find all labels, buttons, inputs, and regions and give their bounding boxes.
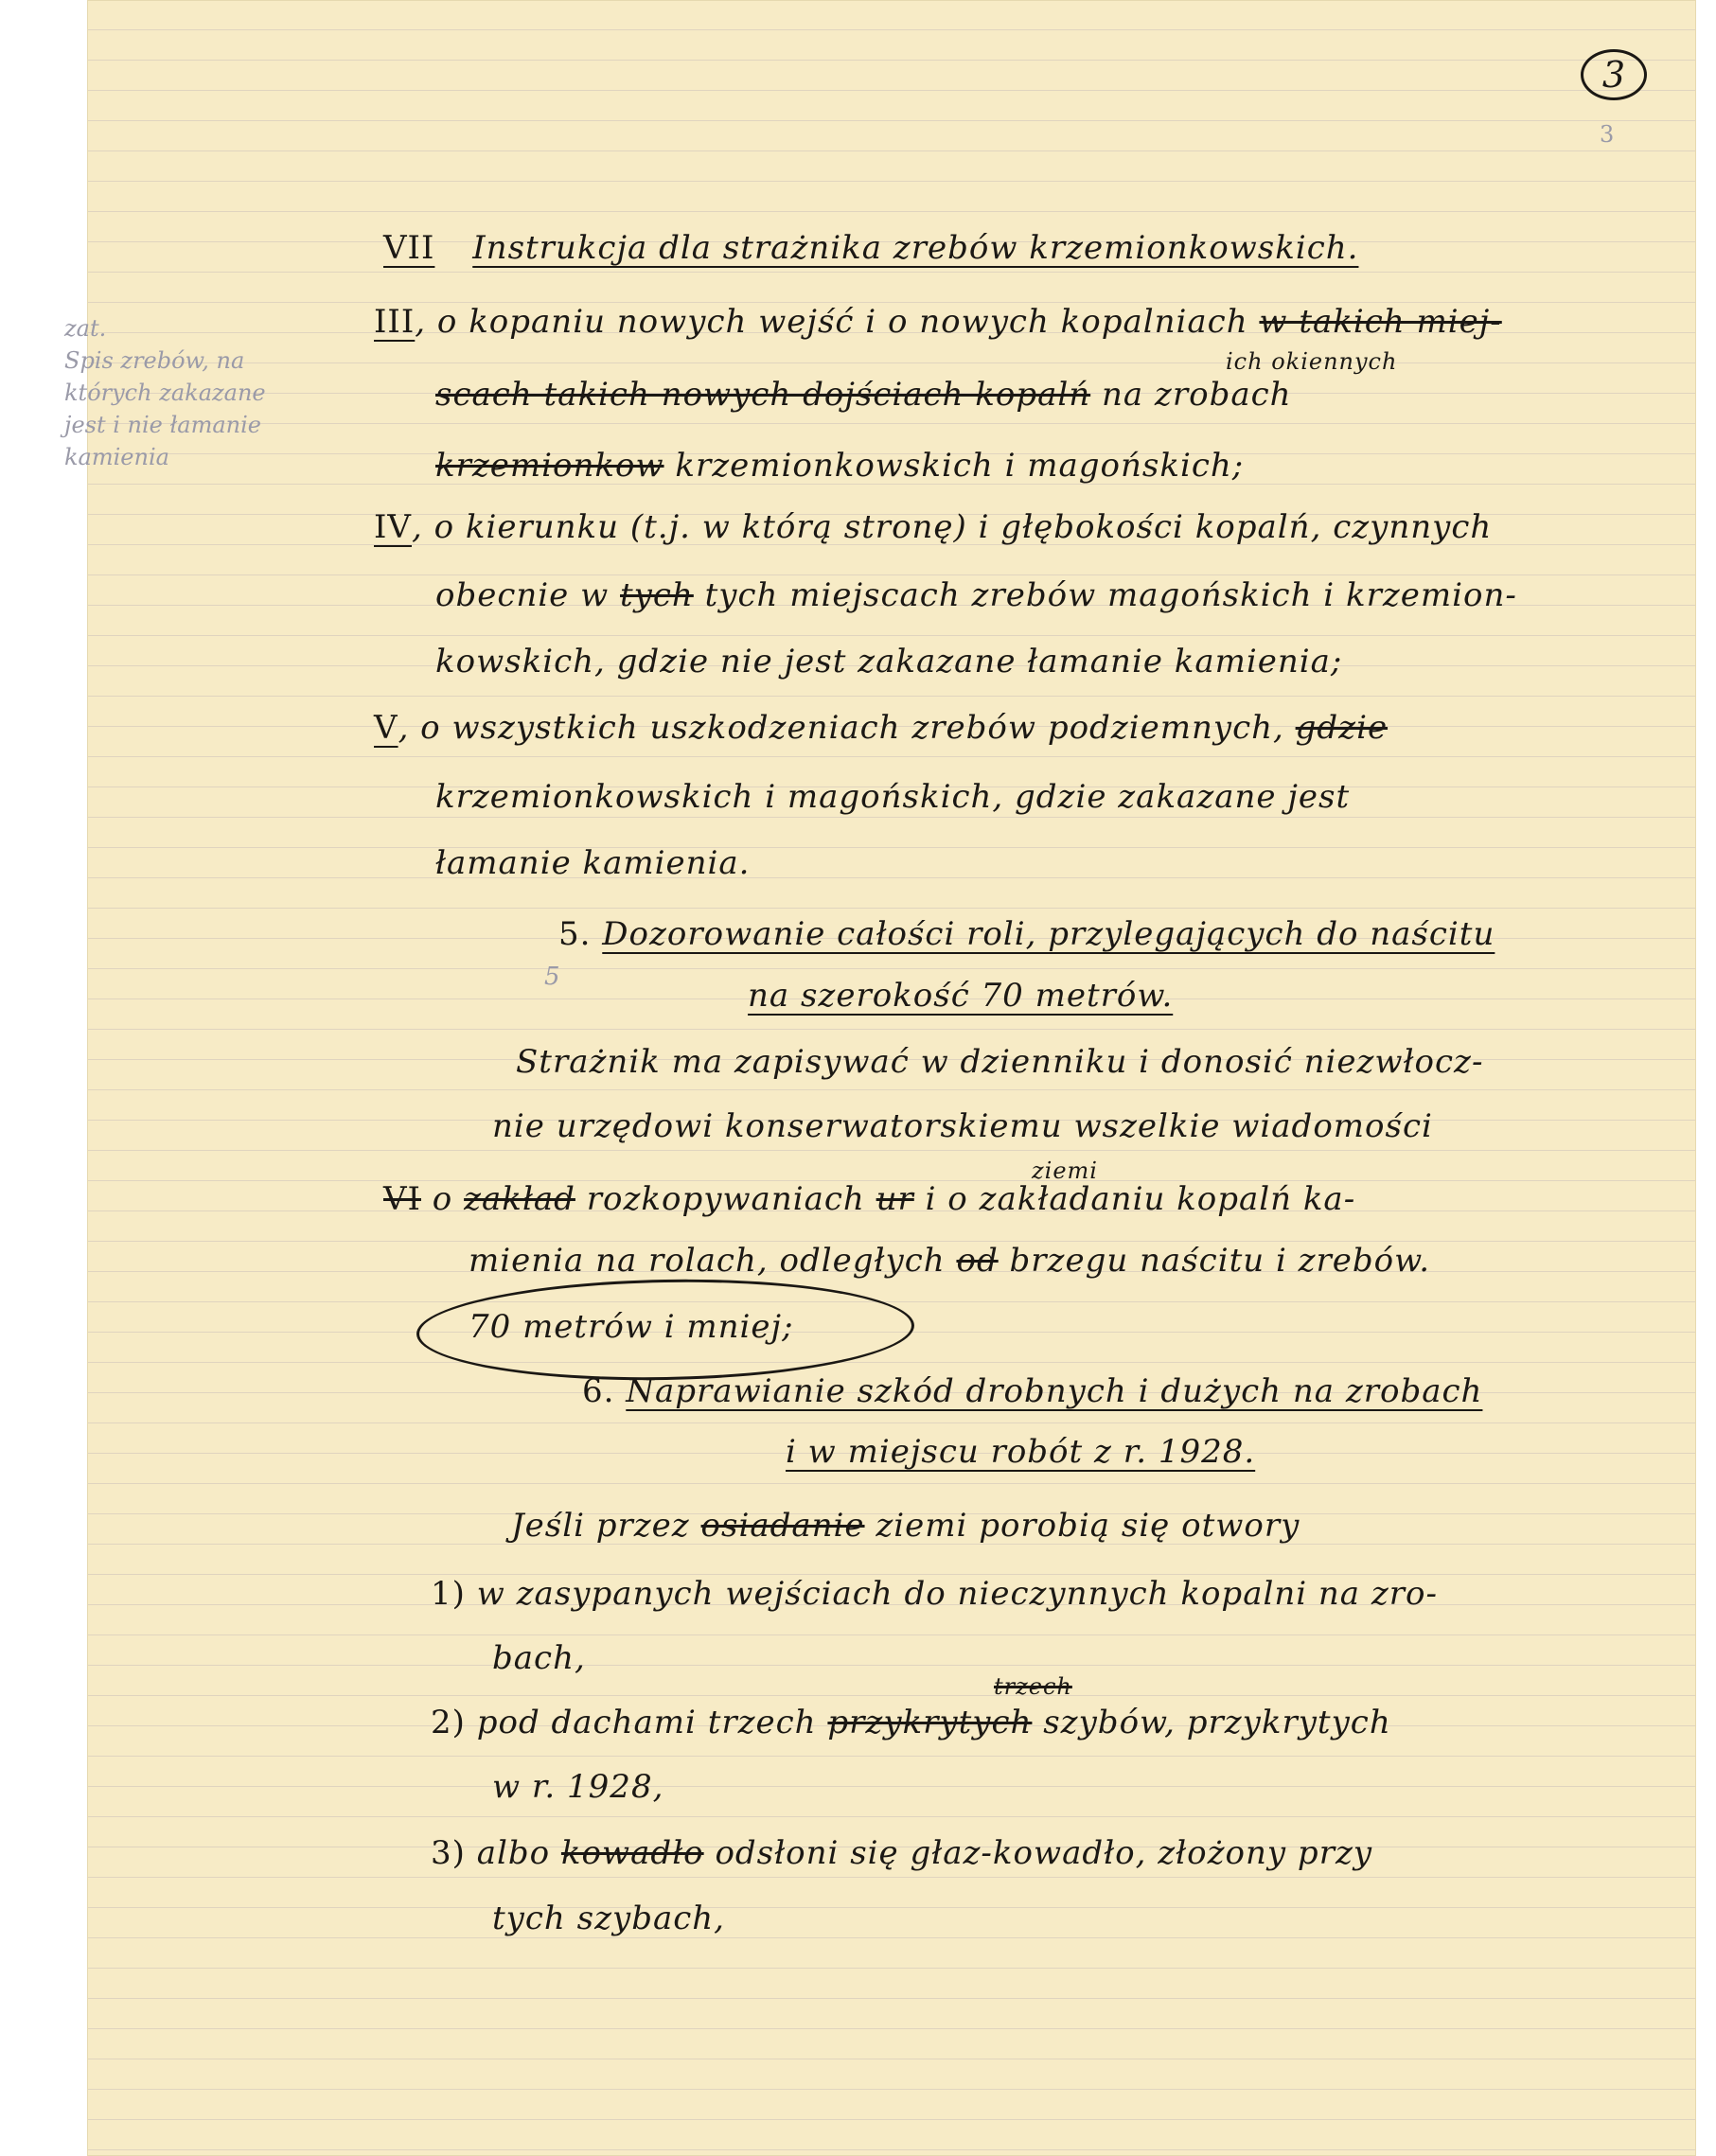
list-item-continuation: tych szybach, bbox=[492, 1900, 725, 1937]
list-item bbox=[431, 1832, 1372, 1874]
section-5-title-line-2: na szerokość 70 metrów. bbox=[748, 977, 1174, 1015]
section-6-intro-text: ziemi porobią się otwory bbox=[876, 1507, 1300, 1545]
item-iii-text: krzemionkowskich i magońskich; bbox=[675, 447, 1245, 485]
list-item-text: szybów, przykrytych bbox=[1043, 1704, 1391, 1741]
margin-note-line: jest i nie łamanie bbox=[64, 412, 261, 438]
item-iii-text: na zrobach bbox=[1101, 376, 1292, 414]
item-iv-text: obecnie w bbox=[435, 576, 610, 614]
section-5-item-text: rozkopywaniach bbox=[586, 1180, 865, 1218]
section-5-para-line-2: nie urzędowi konserwatorskiemu wszelkie wiadomości bbox=[492, 1107, 1433, 1145]
section-6-intro bbox=[511, 1505, 1300, 1546]
heading-title: Instrukcja dla strażnika zrebów krzemionkowskich. bbox=[472, 229, 1359, 267]
struck-text: gdzie bbox=[1295, 709, 1389, 747]
item-iv-line-3: kowskich, gdzie nie jest zakazane łamanie kamienia; bbox=[435, 643, 1343, 680]
item-iv-line-1 bbox=[374, 506, 1492, 548]
list-item bbox=[431, 1573, 1438, 1615]
insertion-above: ziemi bbox=[1032, 1158, 1098, 1184]
section-5-item-text: i o zakładaniu kopalń ka- bbox=[925, 1180, 1356, 1218]
item-iv-marker: IV bbox=[374, 508, 412, 546]
section-6-title-line-2: i w miejscu robót z r. 1928. bbox=[786, 1433, 1256, 1471]
insertion-above: ich okiennych bbox=[1226, 348, 1398, 375]
section-6-title-line-1 bbox=[582, 1370, 1482, 1412]
list-item-continuation: bach, bbox=[492, 1639, 586, 1677]
list-item-text: w zasypanych wejściach do nieczynnych kopalni na zro- bbox=[476, 1575, 1439, 1613]
item-iv-text: tych miejscach zrebów magońskich i krzemion- bbox=[704, 576, 1517, 614]
list-item-text: odsłoni się głaz-kowadło, złożony przy bbox=[715, 1834, 1373, 1872]
item-iii-text: , o kopaniu nowych wejść i o nowych kopalniach bbox=[415, 303, 1248, 341]
section-5-item-text: brzegu naścitu i zrebów. bbox=[1009, 1242, 1431, 1280]
item-v-text: , o wszystkich uszkodzeniach zrebów podziemnych, bbox=[398, 709, 1284, 747]
heading-line bbox=[383, 227, 1358, 269]
page-number-pencil: 3 bbox=[1600, 121, 1615, 148]
margin-note-line: kamienia bbox=[64, 444, 169, 470]
section-5-title: Dozorowanie całości roli, przylegających do naścitu bbox=[602, 915, 1495, 953]
item-iii-line-2 bbox=[435, 374, 1292, 415]
section-5-item-line-3: 70 metrów i mniej; bbox=[469, 1308, 794, 1346]
pencil-mark: 5 bbox=[544, 963, 561, 991]
section-5-item-text: o bbox=[432, 1180, 453, 1218]
item-iv-text: , o kierunku (t.j. w którą stronę) i głębokości kopalń, czynnych bbox=[411, 508, 1493, 546]
margin-note-line: których zakazane bbox=[64, 380, 266, 406]
list-item-continuation: w r. 1928, bbox=[492, 1768, 664, 1806]
list-item-text: albo bbox=[476, 1834, 551, 1872]
item-iii-line-1 bbox=[374, 301, 1502, 343]
list-item bbox=[431, 1702, 1391, 1743]
margin-note-line: Spis zrebów, na bbox=[64, 347, 245, 374]
item-v-line-2: krzemionkowskich i magońskich, gdzie zakazane jest bbox=[435, 778, 1351, 816]
section-6-number: 6. bbox=[582, 1372, 615, 1410]
struck-text: kowadło bbox=[560, 1834, 704, 1872]
section-5-title-line-1 bbox=[558, 913, 1495, 955]
margin-note-pencil bbox=[64, 312, 310, 473]
list-marker: 1) bbox=[431, 1575, 466, 1613]
struck-text: zakład bbox=[464, 1180, 575, 1218]
section-5-item-marker: VI bbox=[383, 1180, 421, 1218]
item-iv-line-2 bbox=[435, 574, 1517, 616]
margin-note-line: zat. bbox=[64, 315, 107, 342]
section-5-item-line-1 bbox=[383, 1178, 1355, 1220]
list-item-text: pod dachami trzech bbox=[476, 1704, 817, 1741]
item-iii-marker: III bbox=[374, 303, 416, 341]
struck-text: tych bbox=[620, 576, 694, 614]
section-5-number: 5. bbox=[558, 915, 592, 953]
item-v-line-3: łamanie kamienia. bbox=[435, 844, 751, 882]
heading-marker: VII bbox=[383, 229, 435, 267]
struck-text: scach takich nowych dojściach kopalń bbox=[435, 376, 1091, 414]
struck-text: w takich miej- bbox=[1259, 303, 1502, 341]
struck-text: przykrytych bbox=[827, 1704, 1033, 1741]
page-number-circled: 3 bbox=[1581, 49, 1647, 100]
struck-text: od bbox=[956, 1242, 999, 1280]
item-v-line-1 bbox=[374, 707, 1388, 749]
section-5-item-text: mienia na rolach, odległych bbox=[469, 1242, 946, 1280]
item-v-marker: V bbox=[374, 709, 398, 747]
section-5-para-line-1: Strażnik ma zapisywać w dzienniku i donosić niezwłocz- bbox=[516, 1043, 1484, 1081]
struck-text: krzemionkow bbox=[435, 447, 664, 485]
section-6-intro-text: Jeśli przez bbox=[511, 1507, 690, 1545]
item-iii-line-3 bbox=[435, 445, 1244, 486]
struck-text: ur bbox=[876, 1180, 914, 1218]
list-marker: 3) bbox=[431, 1834, 466, 1872]
list-marker: 2) bbox=[431, 1704, 466, 1741]
section-5-item-line-2 bbox=[469, 1240, 1430, 1281]
section-6-title: Naprawianie szkód drobnych i dużych na zrobach bbox=[626, 1372, 1483, 1410]
insertion-above-struck: trzech bbox=[994, 1673, 1072, 1700]
struck-text: osiadanie bbox=[700, 1507, 865, 1545]
